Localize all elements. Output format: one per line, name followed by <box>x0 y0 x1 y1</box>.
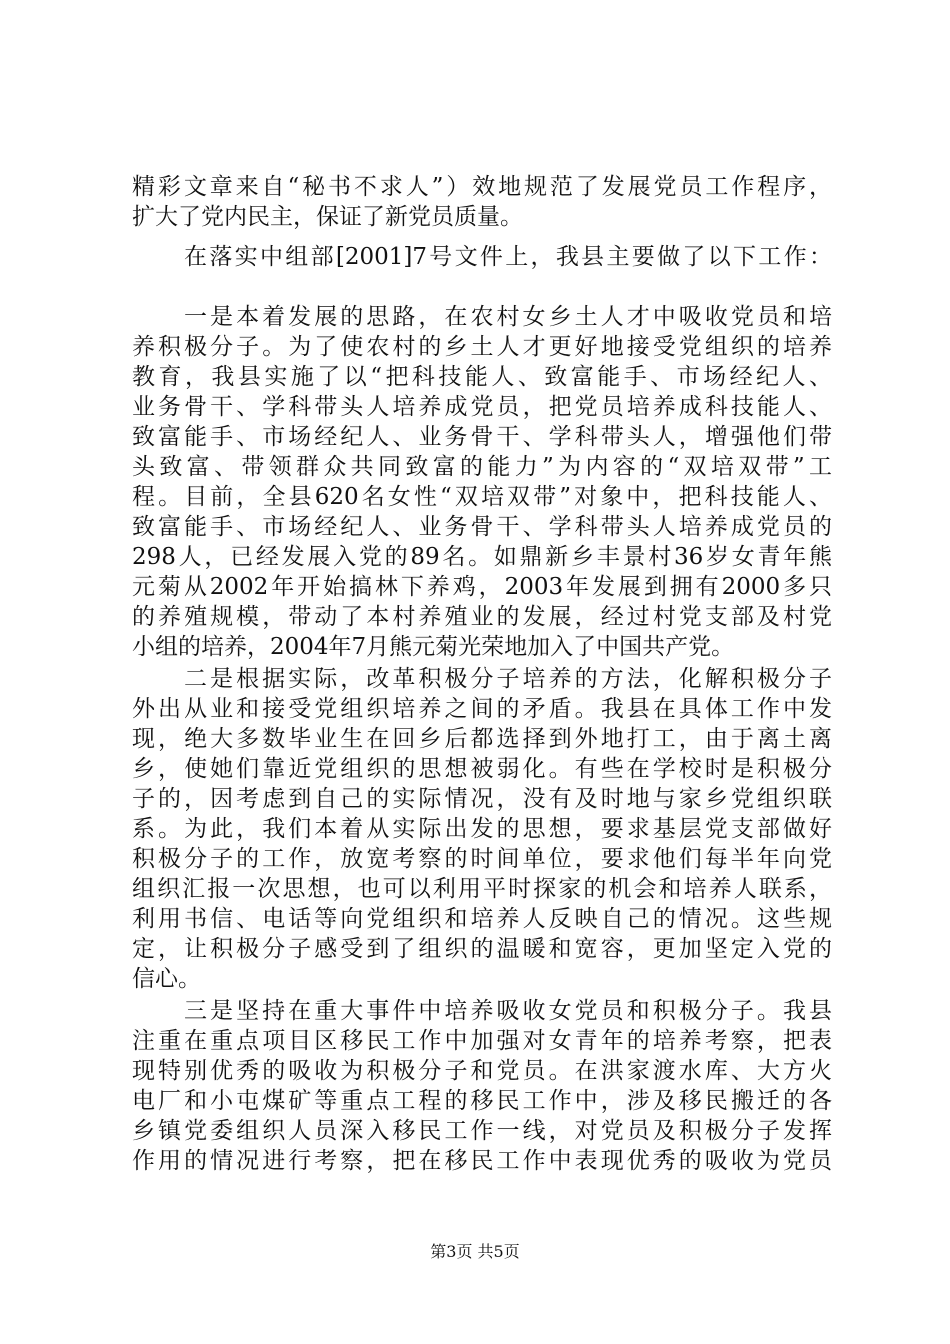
paragraph-2-line: 信心。 <box>132 966 201 992</box>
text-line: 在落实中组部[2001]7号文件上，我县主要做了以下工作： <box>184 244 832 270</box>
paragraph-1-line: 298人，已经发展入党的89名。如鼎新乡丰景村36岁女青年熊 <box>132 544 832 570</box>
paragraph-3-line: 三是坚持在重大事件中培养吸收女党员和积极分子。我县 <box>184 998 832 1024</box>
paragraph-2-line: 现，绝大多数毕业生在回乡后都选择到外地打工，由于离土离 <box>132 726 832 752</box>
paragraph-1-line: 程。目前，全县620名女性“双培双带”对象中，把科技能人、 <box>132 484 832 510</box>
paragraph-1-line: 教育，我县实施了以“把科技能人、致富能手、市场经纪人、 <box>132 364 832 390</box>
paragraph-3-line: 现特别优秀的吸收为积极分子和党员。在洪家渡水库、大方火 <box>132 1058 832 1084</box>
paragraph-1-line: 一是本着发展的思路，在农村女乡土人才中吸收党员和培 <box>184 304 832 330</box>
paragraph-2-line: 定，让积极分子感受到了组织的温暖和宽容，更加坚定入党的 <box>132 936 832 962</box>
page-number: 第3页 共5页 <box>430 1242 520 1261</box>
paragraph-2-line: 乡，使她们靠近党组织的思想被弱化。有些在学校时是积极分 <box>132 756 832 782</box>
paragraph-2-line: 组织汇报一次思想，也可以利用平时探家的机会和培养人联系， <box>132 876 832 902</box>
paragraph-2-line: 外出从业和接受党组织培养之间的矛盾。我县在具体工作中发 <box>132 696 832 722</box>
paragraph-1-line: 小组的培养，2004年7月熊元菊光荣地加入了中国共产党。 <box>132 634 735 660</box>
paragraph-1-line: 致富能手、市场经纪人、业务骨干、学科带头人培养成党员的 <box>132 514 832 540</box>
paragraph-3-line: 作用的情况进行考察，把在移民工作中表现优秀的吸收为党员 <box>132 1148 832 1174</box>
paragraph-2-line: 二是根据实际，改革积极分子培养的方法，化解积极分子 <box>184 666 832 692</box>
paragraph-1-line: 养积极分子。为了使农村的乡土人才更好地接受党组织的培养 <box>132 334 832 360</box>
paragraph-1-line: 的养殖规模，带动了本村养殖业的发展，经过村党支部及村党 <box>132 604 832 630</box>
paragraph-2-line: 系。为此，我们本着从实际出发的思想，要求基层党支部做好 <box>132 816 832 842</box>
text-line: 精彩文章来自“秘书不求人”）效地规范了发展党员工作程序， <box>132 174 832 200</box>
paragraph-2-line: 利用书信、电话等向党组织和培养人反映自己的情况。这些规 <box>132 906 832 932</box>
paragraph-3-line: 电厂和小屯煤矿等重点工程的移民工作中，涉及移民搬迁的各 <box>132 1088 832 1114</box>
paragraph-2-line: 子的，因考虑到自己的实际情况，没有及时地与家乡党组织联 <box>132 786 832 812</box>
paragraph-1-line: 头致富、带领群众共同致富的能力”为内容的“双培双带”工 <box>132 454 832 480</box>
paragraph-3-line: 注重在重点项目区移民工作中加强对女青年的培养考察，把表 <box>132 1028 832 1054</box>
paragraph-1-line: 业务骨干、学科带头人培养成党员，把党员培养成科技能人、 <box>132 394 832 420</box>
paragraph-1-line: 元菊从2002年开始搞林下养鸡，2003年发展到拥有2000多只 <box>132 574 832 600</box>
paragraph-2-line: 积极分子的工作，放宽考察的时间单位，要求他们每半年向党 <box>132 846 832 872</box>
paragraph-3-line: 乡镇党委组织人员深入移民工作一线，对党员及积极分子发挥 <box>132 1118 832 1144</box>
paragraph-1-line: 致富能手、市场经纪人、业务骨干、学科带头人，增强他们带 <box>132 424 832 450</box>
text-line: 扩大了党内民主，保证了新党员质量。 <box>132 204 523 230</box>
